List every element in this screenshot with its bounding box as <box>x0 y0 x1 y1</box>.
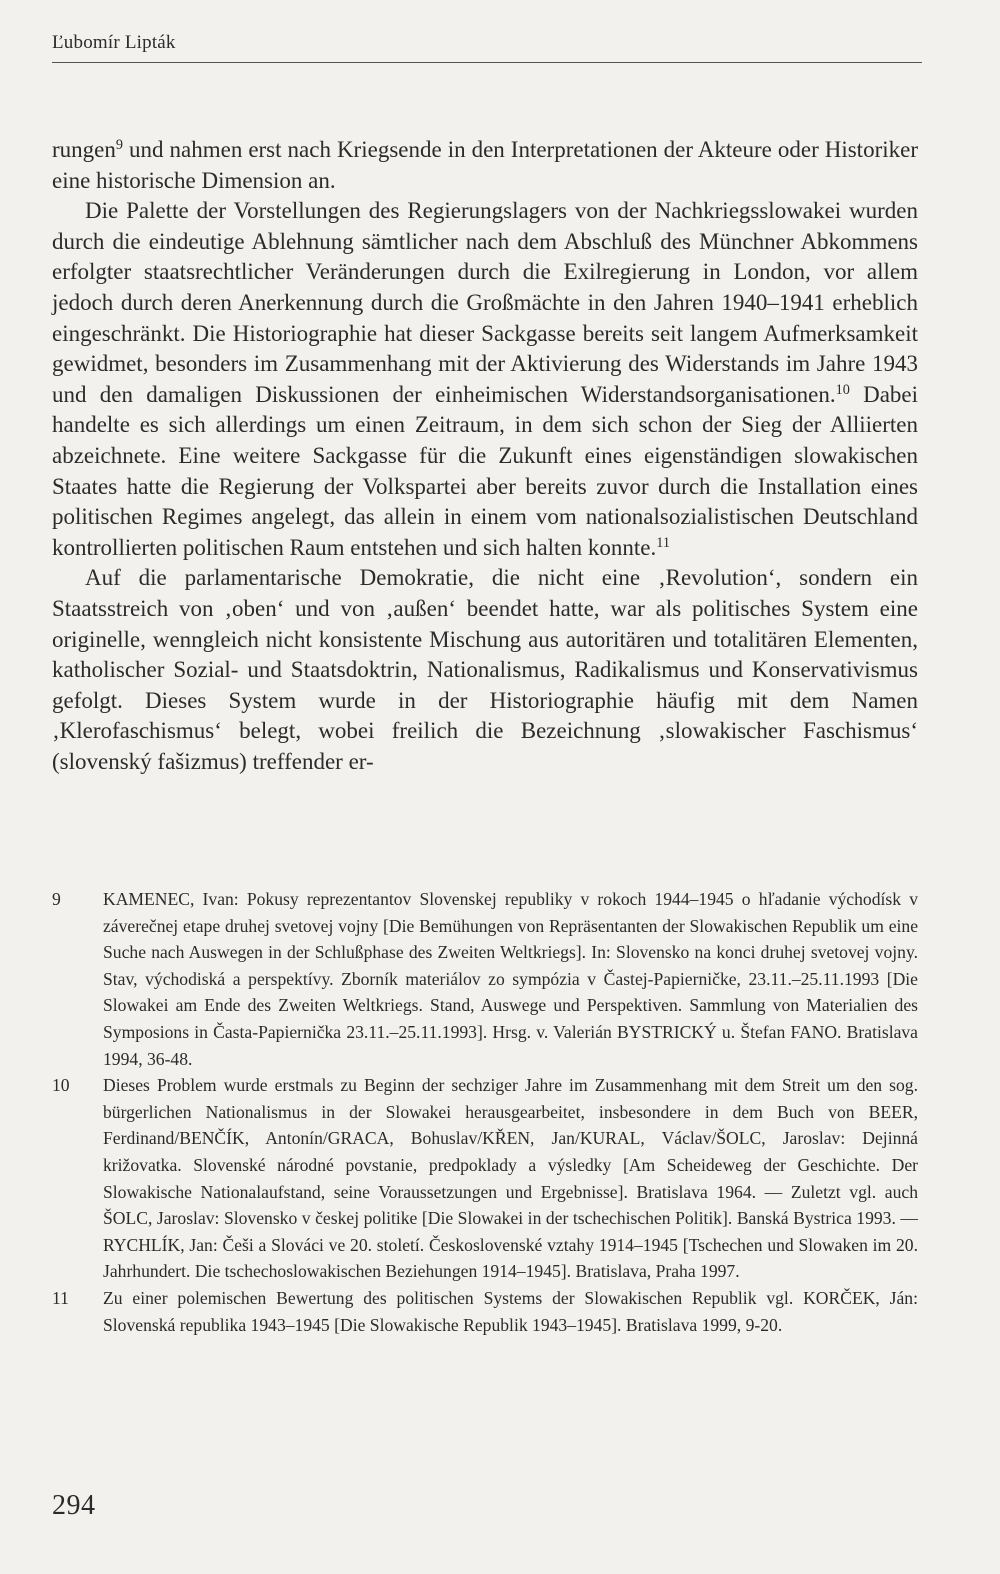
paragraph-1 <box>52 135 918 196</box>
running-header <box>52 28 922 63</box>
footnote-ref-10[interactable]: 10 <box>835 381 850 398</box>
footnote-ref-9[interactable]: 9 <box>115 137 123 154</box>
footnote-number: 11 <box>52 1287 69 1308</box>
paragraph-2-text-a: Die Palette der Vorstellungen des Regierungslagers von der Nachkriegsslowakei wurden durch die eindeutige Ablehnung sämtlicher nach dem Abschluß des Münchner Abkommens erfolgter staatsrechtlicher Veränderungen durch die Exilregierung in London, vor allem jedoch durch deren Anerkennung durch die Großmächte in den Jahren 1940–1941 erheblich eingeschränkt. Die Historiographie hat dieser Sackgasse bereits seit langem Aufmerksamkeit gewidmet, besonders im Zusammenhang mit der Aktivierung des Widerstands im Jahre 1943 und den damaligen Diskussionen der einheimischen Widerstandsorganisationen. <box>52 198 918 407</box>
paragraph-1-text-a: rungen <box>52 137 116 162</box>
main-text <box>52 135 918 777</box>
paragraph-2-text-b: Dabei handelte es sich allerdings um einen Zeitraum, in dem sich schon der Sieg der Alliierten abzeichnete. Eine weitere Sackgasse für die Zukunft eines eigenständigen slowakischen Staates hatte die Regierung der Volkspartei aber bereits zuvor durch die Installation eines politischen Regimes angelegt, das allein in einem vom nationalsozialistischen Deutschland kontrollierten politischen Raum entstehen und sich halten konnte. <box>52 381 918 560</box>
paragraph-1-text-b: und nahmen erst nach Kriegsende in den Interpretationen der Akteure oder Historiker eine historische Dimension an. <box>52 137 918 193</box>
paragraph-3: Auf die parlamentarische Demokratie, die nicht eine ‚Revolution‘, sondern ein Staatsstreich von ‚oben‘ und von ‚außen‘ beendet hatte, war als politisches System eine originelle, wenngleich nicht konsistente Mischung aus autoritären und totalitären Elementen, katholischer Sozial- und Staatsdoktrin, Nationalismus, Radikalismus und Konservativismus gefolgt. Dieses System wurde in der Historiographie häufig mit dem Namen ‚Klerofaschismus‘ belegt, wobei freilich die Bezeichnung ‚slowakischer Faschismus‘ (slovenský fašizmus) treffender er- <box>52 565 918 774</box>
footnote-text: Zu einer polemischen Bewertung des politischen Systems der Slowakischen Republik vgl. KORČEK, Ján: Slovenská republika 1943–1945 [Die Slowakische Republik 1943–1945]. Bratislava 1999, 9-20. <box>103 1287 918 1335</box>
page-number: 294 <box>52 1490 96 1521</box>
footnote-10 <box>52 1072 918 1285</box>
paragraph-2 <box>52 196 918 563</box>
footnote-9 <box>52 886 918 1072</box>
footnote-number: 10 <box>52 1075 70 1096</box>
footnote-text: KAMENEC, Ivan: Pokusy reprezentantov Slovenskej republiky v rokoch 1944–1945 o hľadanie východísk v záverečnej etape druhej svetovej vojny [Die Bemühungen von Repräsentanten der Slowakischen Republik um eine Suche nach Auswegen in der Schlußphase des Zweiten Weltkriegs]. In: Slovensko na konci druhej svetovej vojny. Stav, východiská a perspektívy. Zborník materiálov zo sympózia v Častej-Papierničke, 23.11.–25.11.1993 [Die Slowakei am Ende des Zweiten Weltkriegs. Stand, Auswege und Perspektiven. Sammlung von Materialien des Symposions in Časta-Papiernička 23.11.–25.11.1993]. Hrsg. v. Valerián BYSTRICKÝ u. Štefan FANO. Bratislava 1994, 36-48. <box>103 889 918 1069</box>
footnote-ref-11[interactable]: 11 <box>656 534 670 551</box>
footnote-text: Dieses Problem wurde erstmals zu Beginn der sechziger Jahre im Zusammenhang mit dem Streit um den sog. bürgerlichen Nationalismus in der Slowakei herausgearbeitet, insbesondere in dem Buch von BEER, Ferdinand/BENČÍK, Antonín/GRACA, Bohuslav/KŘEN, Jan/KURAL, Václav/ŠOLC, Jaroslav: Dejinná križovatka. Slovenské národné povstanie, predpoklady a výsledky [Am Scheideweg der Geschichte. Der Slowakische Nationalaufstand, seine Voraussetzungen und Ergebnisse]. Bratislava 1964. — Zuletzt vgl. auch ŠOLC, Jaroslav: Slovensko v českej politike [Die Slowakei in der tschechischen Politik]. Banská Bystrica 1993. — RYCHLÍK, Jan: Češi a Slováci ve 20. století. Československé vztahy 1914–1945 [Tschechen und Slowaken im 20. Jahrhundert. Die tschechoslowakischen Beziehungen 1914–1945]. Bratislava, Praha 1997. <box>103 1075 918 1282</box>
footnote-11 <box>52 1285 918 1338</box>
footnote-number: 9 <box>52 889 61 909</box>
footnotes <box>52 886 918 1338</box>
header-author: Ľubomír Lipták <box>52 32 176 53</box>
